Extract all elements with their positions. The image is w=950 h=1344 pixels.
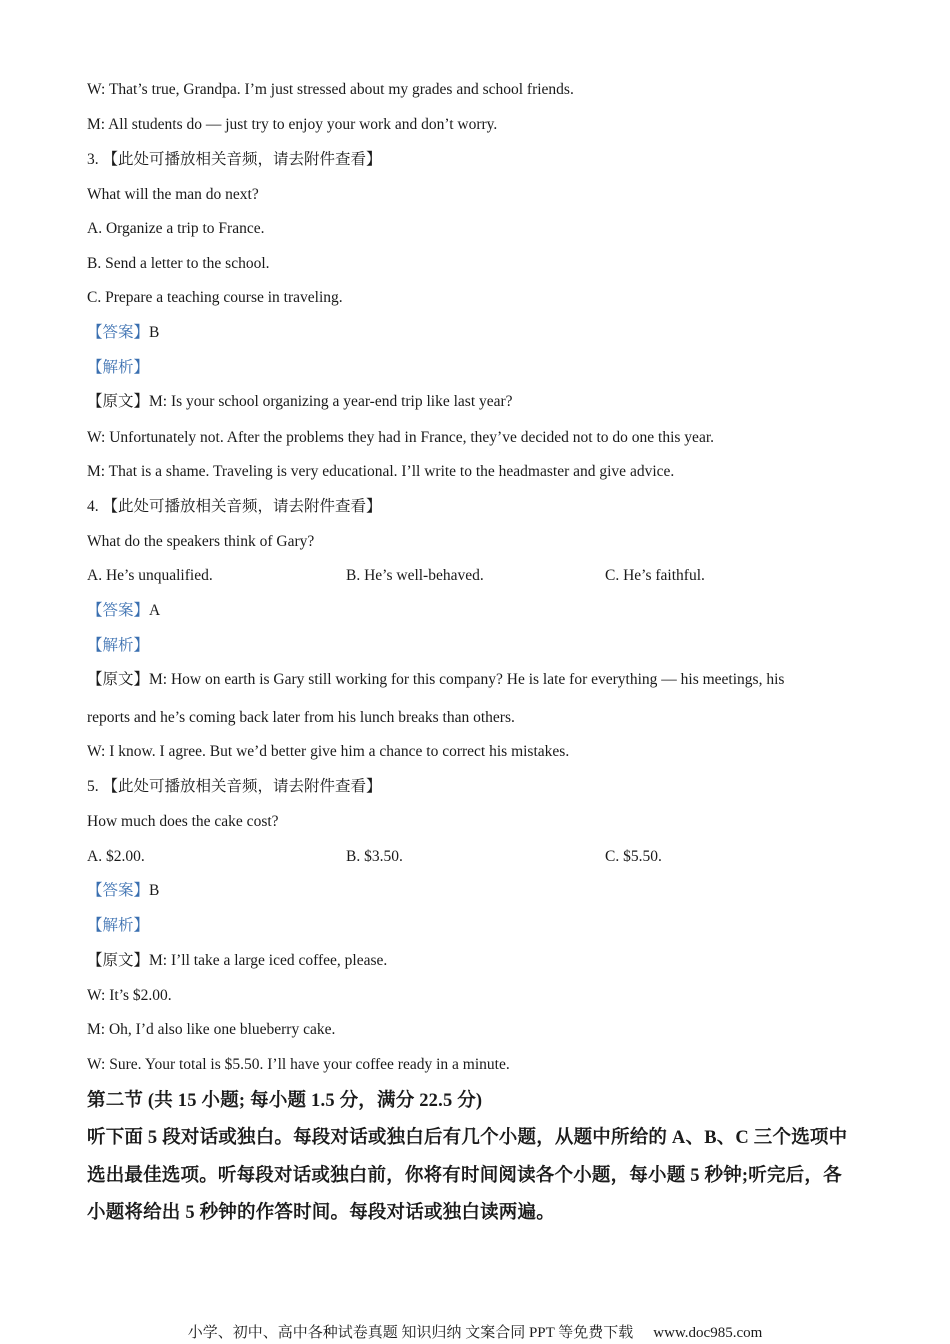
question-3-analysis-tag: 【解析】 bbox=[87, 359, 150, 376]
question-4-option-c: C. He’s faithful. bbox=[605, 567, 705, 584]
transcript-tag: 【原文】 bbox=[87, 393, 150, 410]
section-2-instructions: 选出最佳选项。听每段对话或独白前，你将有时间阅读各个小题，每小题 5 秒钟;听完后，各 bbox=[87, 1166, 842, 1186]
answer-value: B bbox=[149, 882, 160, 899]
transcript-line: W: Sure. Your total is $5.50. I’ll have your coffee ready in a minute. bbox=[87, 1056, 510, 1073]
transcript-line: M: Is your school organizing a year-end trip like last year? bbox=[149, 393, 513, 410]
question-4-option-a: A. He’s unqualified. bbox=[87, 567, 213, 584]
question-3-option-c: C. Prepare a teaching course in traveling. bbox=[87, 289, 343, 306]
question-3-transcript bbox=[87, 392, 513, 412]
transcript-line: W: I know. I agree. But we’d better give him a chance to correct his mistakes. bbox=[87, 743, 570, 760]
question-3-option-b: B. Send a letter to the school. bbox=[87, 255, 270, 272]
question-3-answer bbox=[87, 323, 159, 343]
transcript-line: M: Oh, I’d also like one blueberry cake. bbox=[87, 1021, 336, 1038]
transcript-tag: 【原文】 bbox=[87, 952, 150, 969]
dialogue-line: M: All students do — just try to enjoy your work and don’t worry. bbox=[87, 116, 498, 133]
footer-link[interactable]: www.doc985.com bbox=[653, 1325, 763, 1341]
question-4-analysis-tag: 【解析】 bbox=[87, 637, 150, 654]
page-footer bbox=[0, 1323, 950, 1343]
section-2-instructions: 小题将给出 5 秒钟的作答时间。每段对话或独白读两遍。 bbox=[87, 1203, 555, 1223]
answer-tag: 【答案】 bbox=[87, 602, 150, 619]
answer-tag: 【答案】 bbox=[87, 882, 150, 899]
transcript-line: W: It’s $2.00. bbox=[87, 987, 172, 1004]
question-5-option-a: A. $2.00. bbox=[87, 848, 145, 865]
question-5-text: How much does the cake cost? bbox=[87, 813, 279, 830]
transcript-tag: 【原文】 bbox=[87, 671, 150, 688]
question-5-answer bbox=[87, 881, 159, 901]
transcript-line: M: How on earth is Gary still working for this company? He is late for everything — his meetings, his bbox=[149, 671, 785, 688]
question-4-transcript bbox=[87, 670, 784, 690]
answer-tag: 【答案】 bbox=[87, 324, 150, 341]
question-5-heading: 5. 【此处可播放相关音频，请去附件查看】 bbox=[87, 778, 382, 795]
section-2-instructions: 听下面 5 段对话或独白。每段对话或独白后有几个小题，从题中所给的 A、B、C 三个选项中 bbox=[87, 1128, 848, 1148]
answer-value: B bbox=[149, 324, 160, 341]
transcript-line: reports and he’s coming back later from his lunch breaks than others. bbox=[87, 709, 515, 726]
transcript-line: W: Unfortunately not. After the problems they had in France, they’ve decided not to do one this year. bbox=[87, 429, 715, 446]
footer-text: 小学、初中、高中各种试卷真题 知识归纳 文案合同 PPT 等免费下载 bbox=[187, 1325, 634, 1341]
question-5-transcript bbox=[87, 951, 387, 971]
question-3-text: What will the man do next? bbox=[87, 186, 259, 203]
question-4-option-b: B. He’s well-behaved. bbox=[346, 567, 484, 584]
question-3-heading: 3. 【此处可播放相关音频，请去附件查看】 bbox=[87, 151, 382, 168]
section-2-heading: 第二节 (共 15 小题; 每小题 1.5 分，满分 22.5 分) bbox=[87, 1091, 483, 1111]
question-4-answer bbox=[87, 601, 160, 621]
question-3-option-a: A. Organize a trip to France. bbox=[87, 220, 265, 237]
transcript-line: M: I’ll take a large iced coffee, please. bbox=[149, 952, 388, 969]
answer-value: A bbox=[149, 602, 161, 619]
question-4-text: What do the speakers think of Gary? bbox=[87, 533, 315, 550]
question-5-option-b: B. $3.50. bbox=[346, 848, 403, 865]
question-4-heading: 4. 【此处可播放相关音频，请去附件查看】 bbox=[87, 498, 382, 515]
question-5-option-c: C. $5.50. bbox=[605, 848, 662, 865]
question-5-analysis-tag: 【解析】 bbox=[87, 917, 150, 934]
dialogue-line: W: That’s true, Grandpa. I’m just stressed about my grades and school friends. bbox=[87, 81, 574, 98]
transcript-line: M: That is a shame. Traveling is very educational. I’ll write to the headmaster and give advice. bbox=[87, 463, 675, 480]
